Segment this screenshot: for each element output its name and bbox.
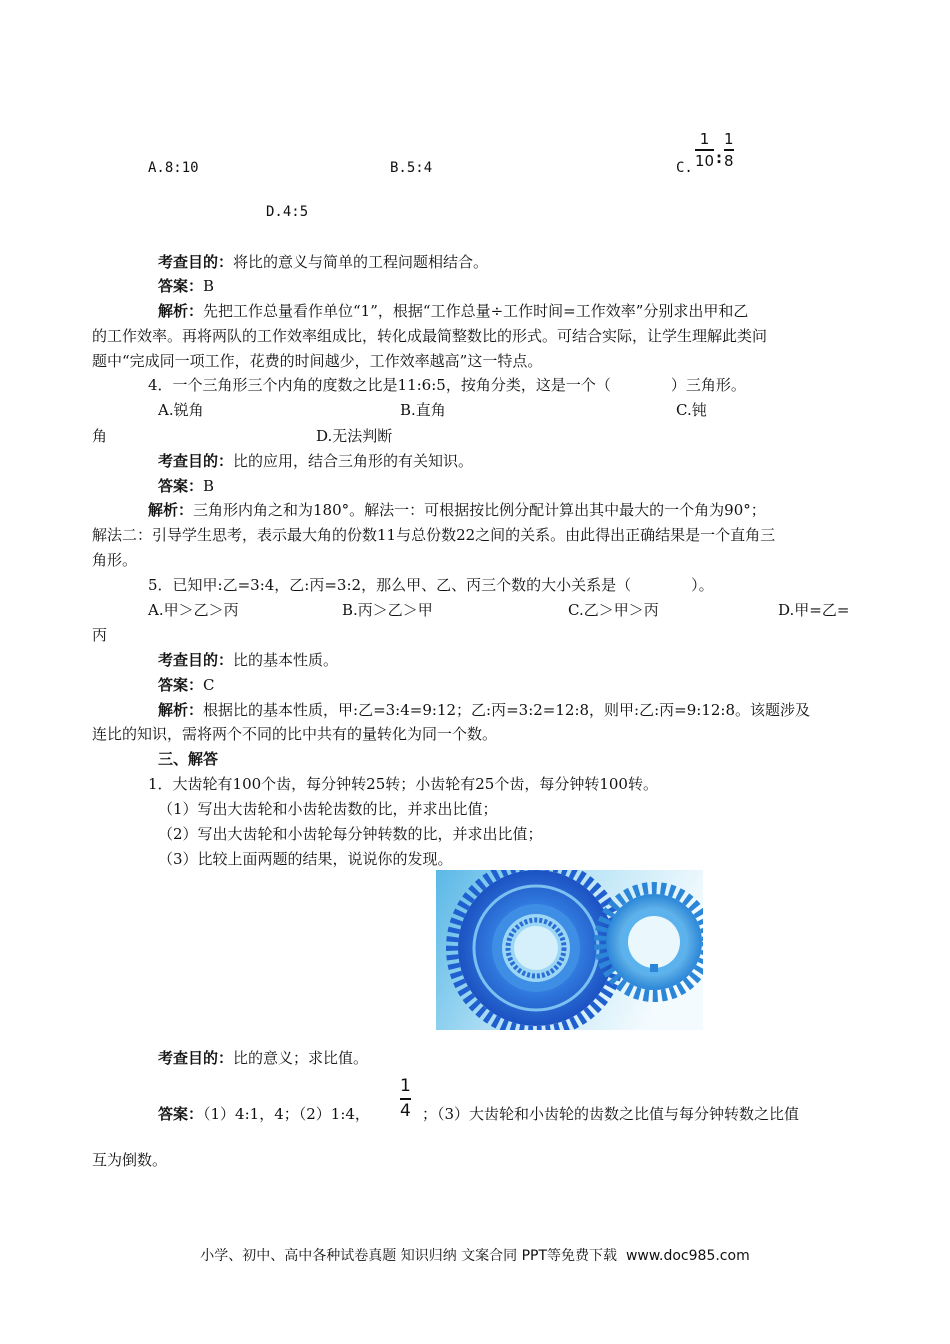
answer-label: 答案： (158, 277, 204, 295)
q3-option-c-fraction-2 (724, 130, 734, 170)
q5-option-d: D.甲=乙= (778, 601, 850, 619)
answer-label: 答案： (158, 676, 204, 694)
q4-answer (158, 476, 214, 496)
s3-answer-line-1 (158, 1104, 370, 1124)
fraction-bar (400, 1098, 411, 1100)
purpose-text: 比的基本性质。 (233, 651, 339, 669)
answer-label: 答案： (158, 477, 204, 495)
q5-option-b: B.丙＞乙＞甲 (342, 601, 433, 619)
s3-q1-sub-3: （3）比较上面两题的结果，说说你的发现。 (158, 850, 453, 868)
q4-option-c-wrap: 角 (92, 427, 108, 445)
purpose-text: 比的意义；求比值。 (233, 1049, 369, 1067)
q3-option-a: A.8:10 (148, 160, 199, 176)
q3-option-d: D.4:5 (266, 204, 309, 220)
q5-answer (158, 675, 215, 695)
q3-analysis-line-1 (158, 301, 748, 321)
q3-answer (158, 276, 214, 296)
q5-option-d-wrap: 丙 (92, 626, 108, 644)
q4-analysis-line-2: 解法二：引导学生思考，表示最大角的份数11与总份数22之间的关系。由此得出正确结果是一个直角三 (92, 526, 776, 544)
fraction-bar (695, 149, 714, 151)
fraction-numerator: 1 (724, 130, 734, 148)
q5-analysis-line-1 (158, 700, 810, 720)
purpose-label: 考查目的： (158, 452, 234, 470)
purpose-label: 考查目的： (158, 1049, 234, 1067)
q5-purpose (158, 650, 338, 670)
purpose-text: 比的应用，结合三角形的有关知识。 (233, 452, 474, 470)
footer-url: www.doc985.com (625, 1248, 750, 1264)
q3-option-c-fraction-1 (695, 130, 714, 170)
q4-option-d: D.无法判断 (316, 427, 393, 445)
fraction-numerator: 1 (699, 130, 710, 148)
purpose-label: 考查目的： (158, 253, 234, 271)
page-footer (0, 1245, 950, 1265)
q3-analysis-line-3: 题中“完成同一项工作，花费的时间越少，工作效率越高”这一特点。 (92, 352, 543, 370)
answer-text-part-1: （1）4:1，4；（2）1:4， (203, 1105, 370, 1123)
q4-option-b: B.直角 (400, 401, 446, 419)
s3-answer-line-2: 互为倒数。 (92, 1151, 168, 1169)
purpose-text: 将比的意义与简单的工程问题相结合。 (233, 253, 489, 271)
purpose-label: 考查目的： (158, 651, 234, 669)
q3-option-c-prefix: C. (676, 160, 693, 176)
analysis-text: 根据比的基本性质，甲:乙=3:4=9:12；乙:丙=3:2=12:8，则甲:乙:丙=9:12:8。该题涉及 (203, 701, 811, 719)
answer-text: B (203, 477, 215, 495)
s3-purpose (158, 1048, 368, 1068)
q3-analysis-line-2: 的工作效率。再将两队的工作效率组成比，转化成最简整数比的形式。可结合实际，让学生理解此类问 (92, 327, 768, 345)
section-heading: 三、解答 (158, 750, 219, 768)
fraction-denominator: 10 (695, 151, 715, 170)
analysis-label: 解析： (148, 501, 194, 519)
fraction-bar (724, 149, 734, 151)
fraction-numerator: 1 (400, 1076, 411, 1096)
q4-option-c: C.钝 (676, 401, 707, 419)
analysis-text: 先把工作总量看作单位“1”，根据“工作总量÷工作时间=工作效率”分别求出甲和乙 (203, 302, 749, 320)
q4-purpose (158, 451, 473, 471)
answer-label: 答案： (158, 1105, 204, 1123)
fraction-denominator: 4 (400, 1100, 411, 1121)
q4-option-a: A.锐角 (158, 401, 204, 419)
q5-option-a: A.甲＞乙＞丙 (148, 601, 239, 619)
q3-option-c-ratio-sign: : (716, 149, 722, 167)
s3-q1-sub-2: （2）写出大齿轮和小齿轮每分钟转数的比，并求出比值； (158, 825, 543, 843)
q4-analysis-line-1 (148, 500, 766, 520)
analysis-label: 解析： (158, 302, 204, 320)
analysis-text: 三角形内角之和为180°。解法一：可根据按比例分配计算出其中最大的一个角为90°； (193, 501, 766, 519)
q5-stem: 5．已知甲:乙=3:4，乙:丙=3:2，那么甲、乙、丙三个数的大小关系是（ ）。 (148, 576, 714, 594)
q3-purpose (158, 252, 488, 272)
q4-analysis-line-3: 角形。 (92, 551, 138, 569)
footer-text: 小学、初中、高中各种试卷真题 知识归纳 文案合同 PPT等免费下载 (200, 1248, 618, 1264)
q4-stem: 4．一个三角形三个内角的度数之比是11:6:5，按角分类，这是一个（ ）三角形。 (148, 376, 746, 394)
gears-image (436, 870, 703, 1030)
q5-option-c: C.乙＞甲＞丙 (568, 601, 659, 619)
s3-answer-text-part-2: ；（3）大齿轮和小齿轮的齿数之比值与每分钟转数之比值 (422, 1105, 800, 1123)
s3-answer-fraction (400, 1076, 411, 1122)
fraction-denominator: 8 (724, 151, 734, 170)
q3-option-b: B.5:4 (390, 160, 433, 176)
s3-q1-sub-1: （1）写出大齿轮和小齿轮齿数的比，并求出比值； (158, 800, 498, 818)
answer-text: B (203, 277, 215, 295)
analysis-label: 解析： (158, 701, 204, 719)
s3-q1-stem: 1．大齿轮有100个齿，每分钟转25转；小齿轮有25个齿，每分钟转100转。 (148, 775, 658, 793)
answer-text: C (203, 676, 215, 694)
q5-analysis-line-2: 连比的知识，需将两个不同的比中共有的量转化为同一个数。 (92, 725, 498, 743)
